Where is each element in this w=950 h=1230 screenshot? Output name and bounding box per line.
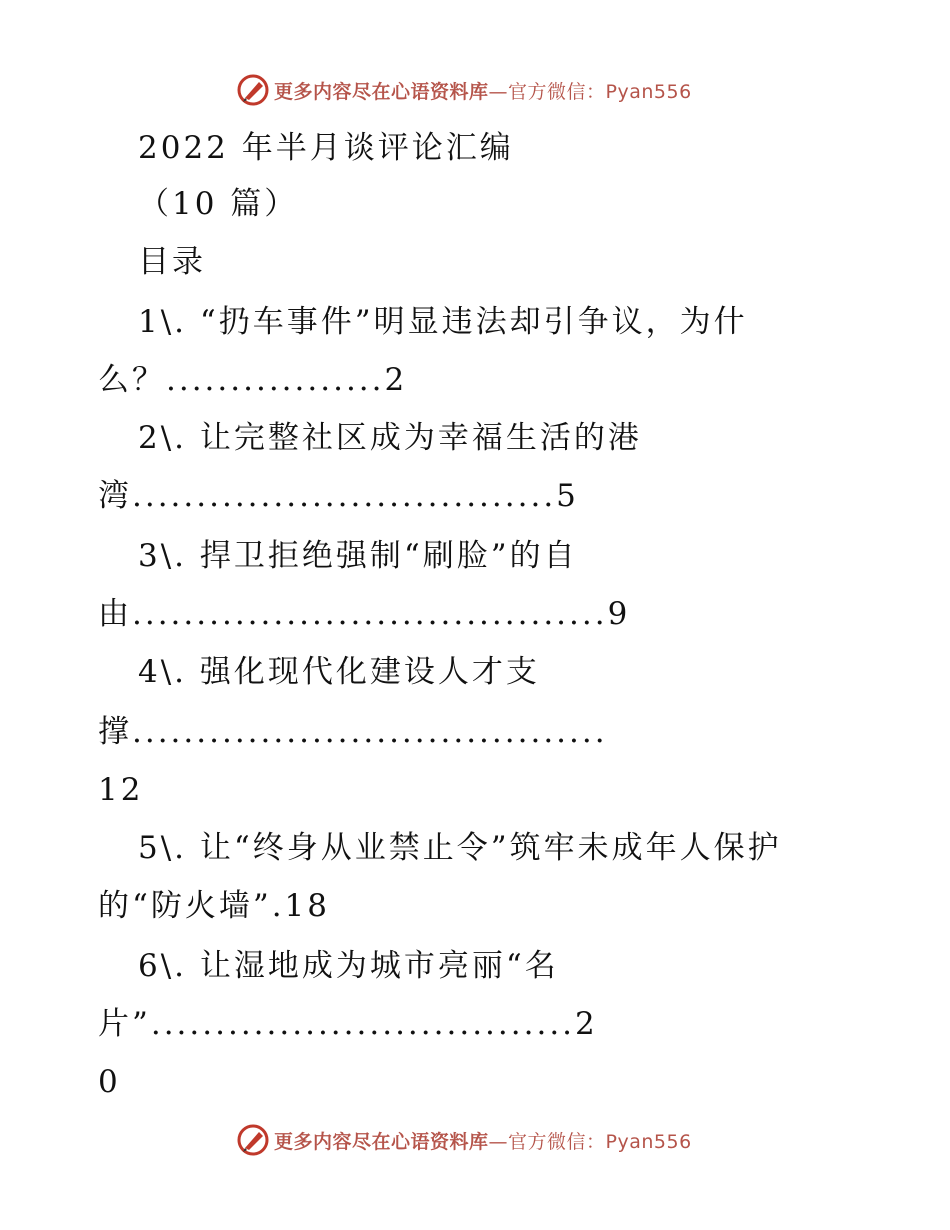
watermark-text: 更多内容尽在心语资料库—官方微信：Pyan556 [274, 1130, 692, 1153]
toc-line: 由.....................................9 [98, 596, 631, 632]
pen-nib-logo-icon [236, 73, 270, 107]
toc-line: 0 [98, 1064, 121, 1100]
watermark-footer [236, 1122, 692, 1158]
toc-line: 的“防火墙”.18 [98, 888, 330, 924]
toc-heading: 目录 [138, 244, 206, 280]
toc-line: 么？.................2 [98, 362, 408, 398]
watermark-header [236, 72, 692, 108]
toc-line: 12 [98, 772, 144, 808]
document-count: （10 篇） [138, 186, 299, 222]
toc-line: 片”.................................2 [98, 1006, 598, 1042]
toc-line: 1\. “扔车事件”明显违法却引争议，为什 [138, 304, 748, 340]
toc-line: 湾.................................5 [98, 478, 579, 514]
toc-line: 撑..................................... [98, 714, 608, 750]
toc-line: 4\. 强化现代化建设人才支 [138, 654, 540, 690]
watermark-text: 更多内容尽在心语资料库—官方微信：Pyan556 [274, 80, 692, 103]
document-title: 2022 年半月谈评论汇编 [138, 130, 514, 166]
toc-line: 5\. 让“终身从业禁止令”筑牢未成年人保护 [138, 830, 782, 866]
toc-line: 6\. 让湿地成为城市亮丽“名 [138, 948, 559, 984]
toc-line: 3\. 捍卫拒绝强制“刷脸”的自 [138, 538, 578, 574]
pen-nib-logo-icon [236, 1123, 270, 1157]
toc-line: 2\. 让完整社区成为幸福生活的港 [138, 420, 642, 456]
